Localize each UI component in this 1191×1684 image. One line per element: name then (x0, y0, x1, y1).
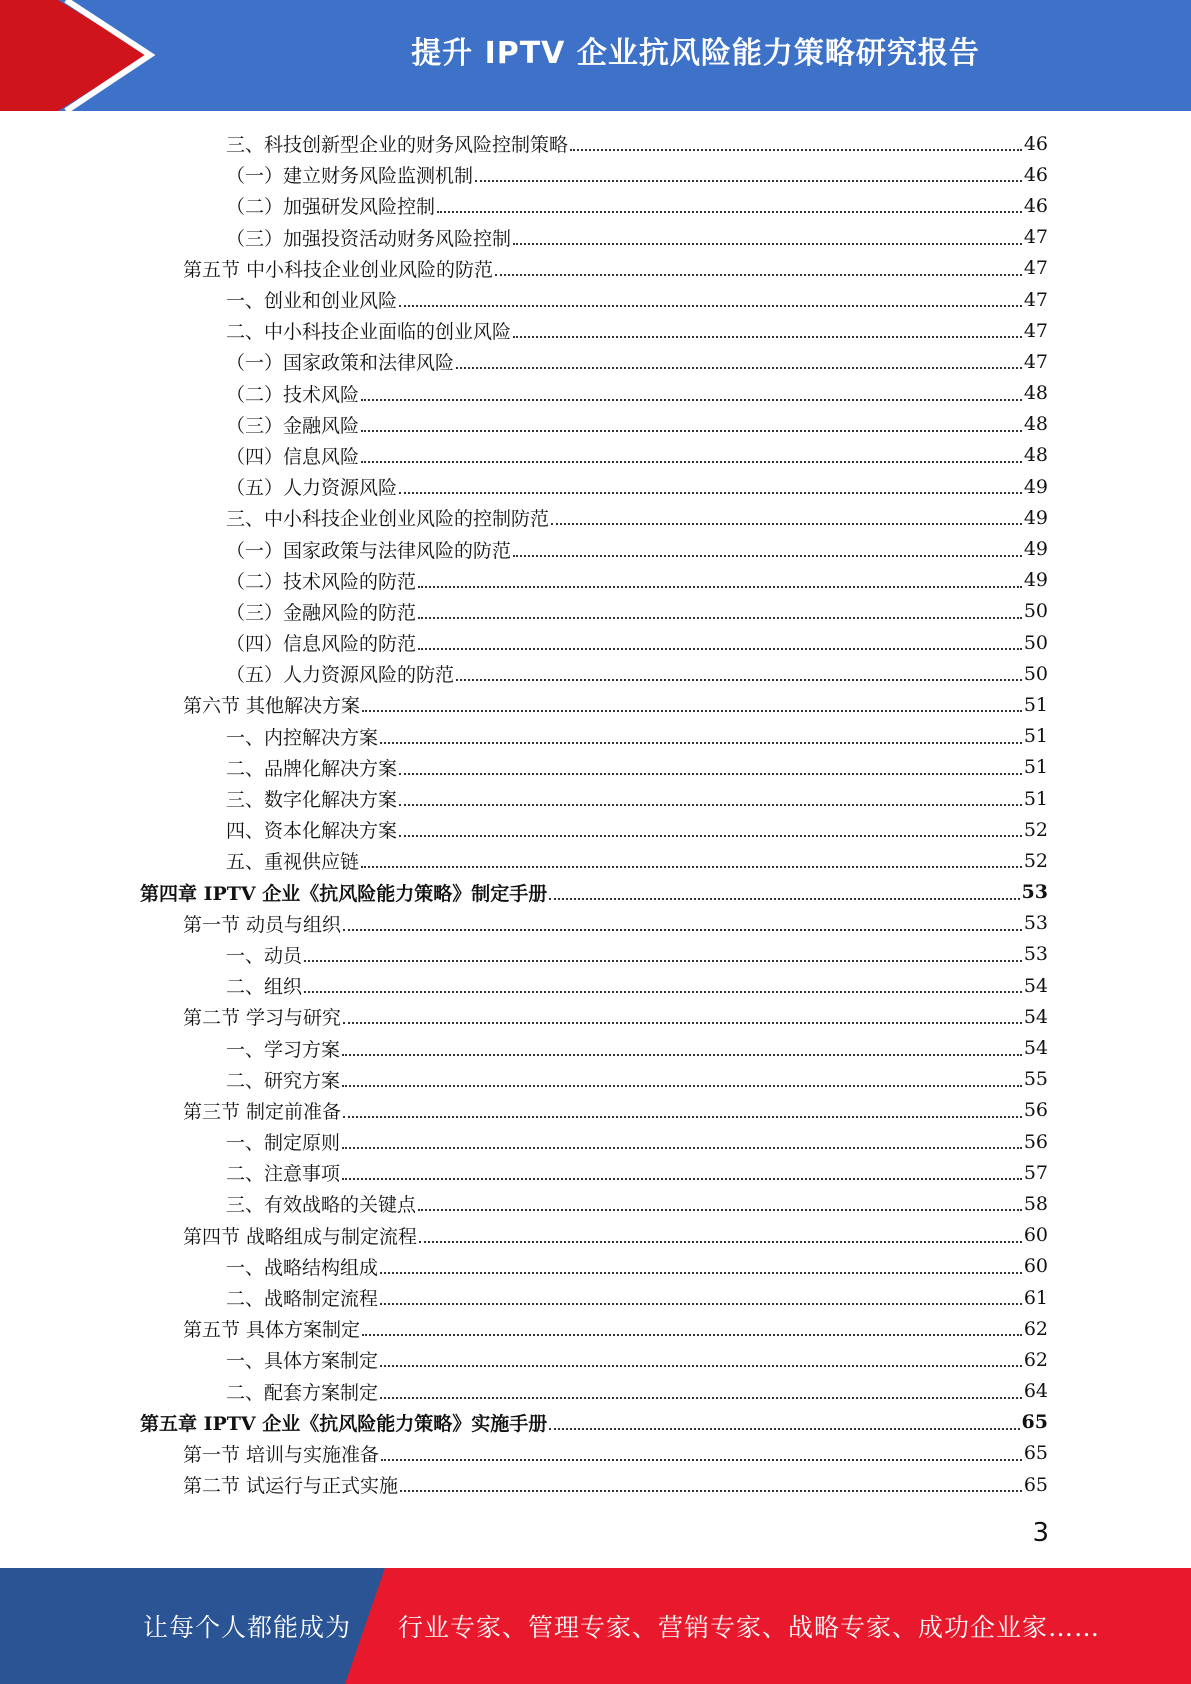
toc-entry[interactable] (140, 533, 1048, 564)
table-of-contents (140, 128, 1048, 1500)
toc-entry-title: 一、具体方案制定 (226, 1350, 379, 1373)
toc-entry-page: 49 (1023, 538, 1048, 561)
toc-entry-page: 65 (1023, 1442, 1048, 1465)
toc-entry-title: 第二节 试运行与正式实施 (183, 1475, 399, 1498)
toc-dot-leader (343, 1021, 1022, 1024)
toc-entry[interactable] (140, 1376, 1048, 1407)
page-footer (0, 1568, 1191, 1684)
toc-dot-leader (380, 1302, 1022, 1305)
toc-entry-title: （五）人力资源风险 (226, 477, 398, 500)
toc-entry[interactable] (140, 721, 1048, 752)
toc-dot-leader (418, 585, 1022, 588)
toc-dot-leader (399, 772, 1022, 775)
toc-entry-title: 一、制定原则 (226, 1132, 341, 1155)
toc-entry[interactable] (140, 471, 1048, 502)
toc-entry-title: 四、资本化解决方案 (226, 820, 398, 843)
toc-entry-title: （二）技术风险 (226, 383, 360, 406)
toc-entry[interactable] (140, 1001, 1048, 1032)
toc-entry-page: 62 (1023, 1348, 1048, 1371)
toc-entry[interactable] (140, 1282, 1048, 1313)
toc-entry-page: 53 (1021, 881, 1048, 904)
toc-entry-page: 47 (1023, 350, 1048, 373)
toc-entry[interactable] (140, 128, 1048, 159)
toc-entry-title: 第五节 中小科技企业创业风险的防范 (183, 258, 494, 281)
toc-dot-leader (549, 897, 1019, 900)
toc-dot-leader (342, 1146, 1022, 1149)
toc-entry-title: （一）建立财务风险监测机制 (226, 165, 474, 188)
toc-dot-leader (551, 522, 1022, 525)
toc-dot-leader (475, 179, 1022, 182)
toc-entry-title: （四）信息风险的防范 (226, 633, 417, 656)
toc-entry[interactable] (140, 783, 1048, 814)
toc-entry[interactable] (140, 1438, 1048, 1469)
toc-entry-page: 54 (1023, 974, 1048, 997)
toc-dot-leader (361, 460, 1022, 463)
toc-entry[interactable] (140, 565, 1048, 596)
toc-entry-title: 一、创业和创业风险 (226, 290, 398, 313)
toc-entry[interactable] (140, 222, 1048, 253)
toc-dot-leader (437, 210, 1022, 213)
toc-dot-leader (456, 366, 1022, 369)
toc-entry[interactable] (140, 658, 1048, 689)
toc-entry-page: 51 (1023, 725, 1048, 748)
toc-entry[interactable] (140, 970, 1048, 1001)
toc-entry-page: 50 (1023, 631, 1048, 654)
toc-entry[interactable] (140, 284, 1048, 315)
toc-entry-page: 54 (1023, 1037, 1048, 1060)
toc-dot-leader (456, 678, 1022, 681)
toc-entry-page: 53 (1023, 943, 1048, 966)
toc-entry-title: 一、学习方案 (226, 1038, 341, 1061)
toc-dot-leader (419, 1240, 1022, 1243)
toc-entry-title: （三）加强投资活动财务风险控制 (226, 227, 512, 250)
toc-dot-leader (304, 990, 1022, 993)
toc-entry[interactable] (140, 1157, 1048, 1188)
toc-entry-page: 47 (1023, 319, 1048, 342)
toc-dot-leader (399, 491, 1022, 494)
toc-dot-leader (342, 1084, 1022, 1087)
toc-entry-title: 第一节 动员与组织 (183, 913, 342, 936)
toc-dot-leader (513, 554, 1022, 557)
toc-entry-page: 60 (1023, 1224, 1048, 1247)
toc-entry[interactable] (140, 315, 1048, 346)
toc-entry-page: 49 (1023, 506, 1048, 529)
toc-entry-page: 47 (1023, 257, 1048, 280)
toc-entry-page: 51 (1023, 693, 1048, 716)
toc-entry[interactable] (140, 1126, 1048, 1157)
toc-entry-title: 第一节 培训与实施准备 (183, 1443, 380, 1466)
toc-dot-leader (570, 148, 1022, 151)
toc-entry-page: 47 (1023, 226, 1048, 249)
toc-entry-title: （二）技术风险的防范 (226, 570, 417, 593)
toc-dot-leader (304, 959, 1022, 962)
toc-entry-title: 第四章 IPTV 企业《抗风险能力策略》制定手册 (140, 882, 548, 905)
toc-entry[interactable] (140, 596, 1048, 627)
toc-dot-leader (342, 1177, 1022, 1180)
toc-entry-page: 48 (1023, 413, 1048, 436)
toc-entry-page: 56 (1023, 1099, 1048, 1122)
toc-entry-title: 二、品牌化解决方案 (226, 757, 398, 780)
toc-entry[interactable] (140, 1313, 1048, 1344)
footer-slogan-right: 行业专家、管理专家、营销专家、战略专家、成功企业家…… (398, 1613, 1101, 1642)
toc-dot-leader (399, 304, 1022, 307)
toc-dot-leader (418, 1208, 1022, 1211)
toc-entry-title: 二、中小科技企业面临的创业风险 (226, 321, 512, 344)
footer-slogan-left: 让每个人都能成为 (143, 1613, 352, 1642)
toc-entry-page: 49 (1023, 475, 1048, 498)
toc-dot-leader (361, 865, 1022, 868)
toc-entry[interactable] (140, 752, 1048, 783)
toc-entry-page: 61 (1023, 1286, 1048, 1309)
toc-entry-page: 46 (1023, 132, 1048, 155)
toc-dot-leader (418, 616, 1022, 619)
page-number: 3 (1032, 1518, 1049, 1548)
toc-entry[interactable] (140, 253, 1048, 284)
toc-entry[interactable] (140, 440, 1048, 471)
toc-entry[interactable] (140, 502, 1048, 533)
toc-dot-leader (362, 1333, 1022, 1336)
toc-entry-page: 54 (1023, 1005, 1048, 1028)
toc-entry-page: 62 (1023, 1317, 1048, 1340)
toc-entry-page: 48 (1023, 382, 1048, 405)
toc-entry-title: 三、科技创新型企业的财务风险控制策略 (226, 134, 569, 157)
toc-dot-leader (362, 709, 1022, 712)
toc-entry-title: 二、注意事项 (226, 1163, 341, 1186)
toc-entry[interactable] (140, 1188, 1048, 1219)
toc-entry[interactable] (140, 1032, 1048, 1063)
toc-entry[interactable] (140, 1469, 1048, 1500)
toc-dot-leader (380, 1271, 1022, 1274)
toc-entry-page: 60 (1023, 1255, 1048, 1278)
toc-entry[interactable] (140, 689, 1048, 720)
toc-entry[interactable] (140, 908, 1048, 939)
toc-dot-leader (343, 928, 1022, 931)
toc-entry-page: 65 (1021, 1411, 1048, 1434)
toc-entry-title: 第五章 IPTV 企业《抗风险能力策略》实施手册 (140, 1412, 548, 1435)
toc-entry-title: 二、战略制定流程 (226, 1288, 379, 1311)
toc-entry-title: 一、动员 (226, 944, 303, 967)
toc-entry-title: （二）加强研发风险控制 (226, 196, 436, 219)
toc-entry[interactable] (140, 159, 1048, 190)
toc-entry[interactable] (140, 877, 1048, 908)
toc-entry[interactable] (140, 1344, 1048, 1375)
toc-entry-title: 第六节 其他解决方案 (183, 695, 361, 718)
toc-entry-page: 46 (1023, 194, 1048, 217)
toc-entry-title: 二、组织 (226, 976, 303, 999)
toc-entry-title: 一、战略结构组成 (226, 1256, 379, 1279)
toc-entry[interactable] (140, 409, 1048, 440)
toc-entry[interactable] (140, 1064, 1048, 1095)
toc-entry-title: （五）人力资源风险的防范 (226, 664, 455, 687)
toc-dot-leader (513, 335, 1022, 338)
page-header (0, 0, 1191, 111)
toc-entry[interactable] (140, 190, 1048, 221)
toc-entry-page: 52 (1023, 849, 1048, 872)
toc-entry-title: （三）金融风险 (226, 414, 360, 437)
toc-entry[interactable] (140, 814, 1048, 845)
toc-dot-leader (380, 741, 1022, 744)
toc-dot-leader (342, 1053, 1022, 1056)
toc-entry-page: 55 (1023, 1068, 1048, 1091)
toc-entry[interactable] (140, 1095, 1048, 1126)
toc-dot-leader (343, 1115, 1022, 1118)
toc-entry-title: 第三节 制定前准备 (183, 1100, 342, 1123)
toc-dot-leader (399, 803, 1022, 806)
toc-dot-leader (381, 1458, 1022, 1461)
toc-entry[interactable] (140, 939, 1048, 970)
toc-dot-leader (361, 398, 1022, 401)
toc-dot-leader (380, 1364, 1022, 1367)
toc-entry-title: （一）国家政策与法律风险的防范 (226, 539, 512, 562)
toc-entry-title: 三、有效战略的关键点 (226, 1194, 417, 1217)
toc-entry-page: 48 (1023, 444, 1048, 467)
toc-entry-title: 三、中小科技企业创业风险的控制防范 (226, 508, 550, 531)
toc-entry-page: 50 (1023, 600, 1048, 623)
toc-entry-title: 二、研究方案 (226, 1069, 341, 1092)
toc-entry-title: 二、配套方案制定 (226, 1381, 379, 1404)
toc-entry-page: 51 (1023, 787, 1048, 810)
toc-entry-page: 52 (1023, 818, 1048, 841)
toc-entry-page: 56 (1023, 1130, 1048, 1153)
toc-entry-title: 第五节 具体方案制定 (183, 1319, 361, 1342)
toc-entry[interactable] (140, 845, 1048, 876)
toc-dot-leader (399, 834, 1022, 837)
toc-entry-title: （三）金融风险的防范 (226, 601, 417, 624)
toc-entry-page: 53 (1023, 912, 1048, 935)
toc-entry-title: （四）信息风险 (226, 445, 360, 468)
toc-entry-title: （一）国家政策和法律风险 (226, 352, 455, 375)
toc-entry-page: 47 (1023, 288, 1048, 311)
toc-entry-page: 65 (1023, 1473, 1048, 1496)
toc-entry-title: 第四节 战略组成与制定流程 (183, 1225, 418, 1248)
toc-entry-title: 五、重视供应链 (226, 851, 360, 874)
toc-entry[interactable] (140, 1220, 1048, 1251)
toc-dot-leader (400, 1489, 1022, 1492)
toc-entry[interactable] (140, 346, 1048, 377)
toc-dot-leader (361, 429, 1022, 432)
toc-entry[interactable] (140, 378, 1048, 409)
toc-dot-leader (380, 1396, 1022, 1399)
toc-entry[interactable] (140, 1251, 1048, 1282)
toc-entry-page: 57 (1023, 1161, 1048, 1184)
toc-entry-page: 49 (1023, 569, 1048, 592)
toc-entry-title: 第二节 学习与研究 (183, 1007, 342, 1030)
toc-entry-page: 64 (1023, 1380, 1048, 1403)
report-title: 提升 IPTV 企业抗风险能力策略研究报告 (411, 36, 980, 71)
toc-dot-leader (513, 242, 1022, 245)
toc-entry-title: 三、数字化解决方案 (226, 789, 398, 812)
toc-entry-page: 51 (1023, 756, 1048, 779)
toc-entry[interactable] (140, 627, 1048, 658)
toc-entry-page: 46 (1023, 163, 1048, 186)
toc-dot-leader (418, 647, 1022, 650)
toc-dot-leader (495, 273, 1022, 276)
toc-entry-title: 一、内控解决方案 (226, 726, 379, 749)
toc-dot-leader (549, 1427, 1019, 1430)
toc-entry-page: 50 (1023, 662, 1048, 685)
toc-entry[interactable] (140, 1407, 1048, 1438)
toc-entry-page: 58 (1023, 1192, 1048, 1215)
